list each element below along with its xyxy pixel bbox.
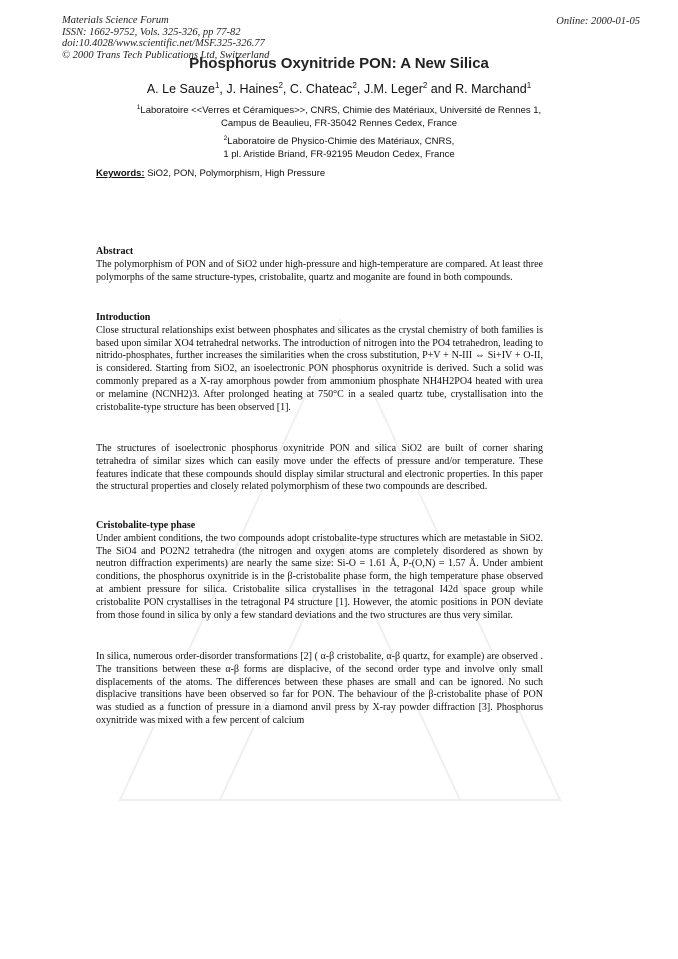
introduction-paragraph-2-block bbox=[96, 443, 543, 494]
affiliation-mark: 2 bbox=[223, 135, 228, 142]
cristobalite-paragraph-2: In silica, numerous order-disorder transformations [2] ( α-β cristobalite, α-β quartz, for example) are observed . The transitions between these α-β forms are displacive, of the second order type and involve only small displacements of the atoms. The differences between these phases are small and can be ignored. No such displacive transitions have been observed so far for PON. The behaviour of the β-cristobalite phase of PON was studied as a function of pressure in a diamond anvil press by X-ray powder diffraction [3]. Phosphorus oxynitride was mixed with a few percent of calcium bbox=[96, 651, 543, 726]
affiliation-mark: 2 bbox=[278, 81, 283, 90]
affiliation-line: Laboratoire de Physico-Chimie des Matériaux, CNRS, bbox=[227, 136, 455, 148]
affiliation-mark: 2 bbox=[422, 81, 428, 90]
keywords-label: Keywords: bbox=[96, 168, 145, 179]
affiliation-mark: 2 bbox=[352, 81, 357, 90]
affiliation-1 bbox=[0, 102, 678, 130]
paper-title: Phosphorus Oxynitride PON: A New Silica bbox=[189, 55, 489, 72]
author-list: A. Le Sauze$^1$, J. Haines$^2$, C. Chateac$^2$, J.M. Leger$^2$ and R. Marchand$^1$ bbox=[146, 81, 532, 97]
abstract-section bbox=[96, 246, 543, 284]
journal-copyright: © 2000 Trans Tech Publications Ltd, Switzerland bbox=[62, 49, 270, 61]
cristobalite-heading: Cristobalite-type phase bbox=[96, 520, 196, 531]
author-name: J.M. Leger bbox=[363, 82, 423, 97]
introduction-paragraph-1: Close structural relationships exist between phosphates and silicates as the crystal chemistry of both families is based upon similar XO4 tetrahedral networks. The introduction of nitrogen into the PO4 tetrahedron, leading to nitrido-phosphates, further increases the similarities when the cross substitution, P+V + N-III ⇔ Si+IV + O-II, is considered. Starting from SiO2, an isoelectronic PON phosphorus oxynitride is derived. Such a solid was commonly prepared as a X-ray amorphous powder from ammonium phosphate NH4H2PO4 heated with urea or melamine (NCNH2)3. After prolonged heating at 750°C in a sealed quartz tube, crystallisation into the cristobalite-type structure has been observed [1]. bbox=[96, 324, 543, 413]
author-name: R. Marchand bbox=[455, 82, 527, 97]
cristobalite-paragraph-1: Under ambient conditions, the two compounds adopt cristobalite-type structures which are metastable in SiO2. The SiO4 and PO2N2 tetrahedra (the nitrogen and oxygen atoms are completely disordered as shown by neutron diffraction experiments) are nearly the same size: Si-O = 1.61 Å, P-(O,N) = 1.57 Å. Under ambient conditions, the phosphorus oxynitride is in the β-cristobalite phase form, the high temperature phase observed at ambient pressure for silica. Cristobalite silica crystallises in the tetragonal I42d space group while cristobalite PON crystallises in the tetragonal P4 structure [1]. However, the atomic positions in PON deviate from those found in silica by only a few standard deviations and the two structures are thus very similar. bbox=[96, 532, 543, 621]
journal-name: Materials Science Forum bbox=[62, 15, 169, 26]
introduction-paragraph-2: The structures of isoelectronic phosphorus oxynitride PON and silica SiO2 are built of corner sharing tetrahedra of similar sizes which can easily move under the effects of pressure and/or temperature. These features indicate that these compounds should display similar structural and electronic properties. In this paper the structural properties and closely related polymorphism of these two compounds are described. bbox=[96, 443, 543, 493]
affiliation-mark: 1 bbox=[526, 81, 532, 90]
author-name: C. Chateac bbox=[289, 82, 353, 97]
author-conjunction: and bbox=[427, 82, 456, 97]
cristobalite-paragraph-2-block bbox=[96, 651, 543, 728]
journal-issn: ISSN: 1662-9752, Vols. 325-326, pp 77-82 bbox=[62, 26, 241, 38]
cristobalite-section bbox=[96, 520, 543, 622]
journal-doi: doi:10.4028/www.scientific.net/MSF.325-326.77 bbox=[62, 38, 265, 49]
abstract-heading: Abstract bbox=[96, 246, 134, 257]
author-name: A. Le Sauze bbox=[146, 82, 215, 97]
affiliation-line: Laboratoire <<Verres et Céramiques>>, CNRS, Chimie des Matériaux, Université de Rennes 1, bbox=[140, 105, 542, 117]
online-date: Online: 2000-01-05 bbox=[556, 16, 640, 27]
author-name: J. Haines bbox=[226, 82, 279, 97]
introduction-heading: Introduction bbox=[96, 312, 151, 323]
affiliation-2 bbox=[0, 133, 678, 161]
affiliation-line: 1 pl. Aristide Briand, FR-92195 Meudon Cedex, France bbox=[223, 148, 455, 160]
abstract-text: The polymorphism of PON and of SiO2 under high-pressure and high-temperature are compared. At least three polymorphs of the same structure-types, cristobalite, quartz and moganite are found in both compounds. bbox=[96, 258, 543, 283]
affiliation-mark: 1 bbox=[136, 104, 141, 111]
affiliation-line: Campus de Beaulieu, FR-35042 Rennes Cedex, France bbox=[220, 117, 458, 129]
affiliation-mark: 1 bbox=[214, 81, 220, 90]
introduction-section bbox=[96, 312, 543, 414]
keywords-text: SiO2, PON, Polymorphism, High Pressure bbox=[147, 168, 326, 179]
keywords bbox=[96, 168, 325, 179]
